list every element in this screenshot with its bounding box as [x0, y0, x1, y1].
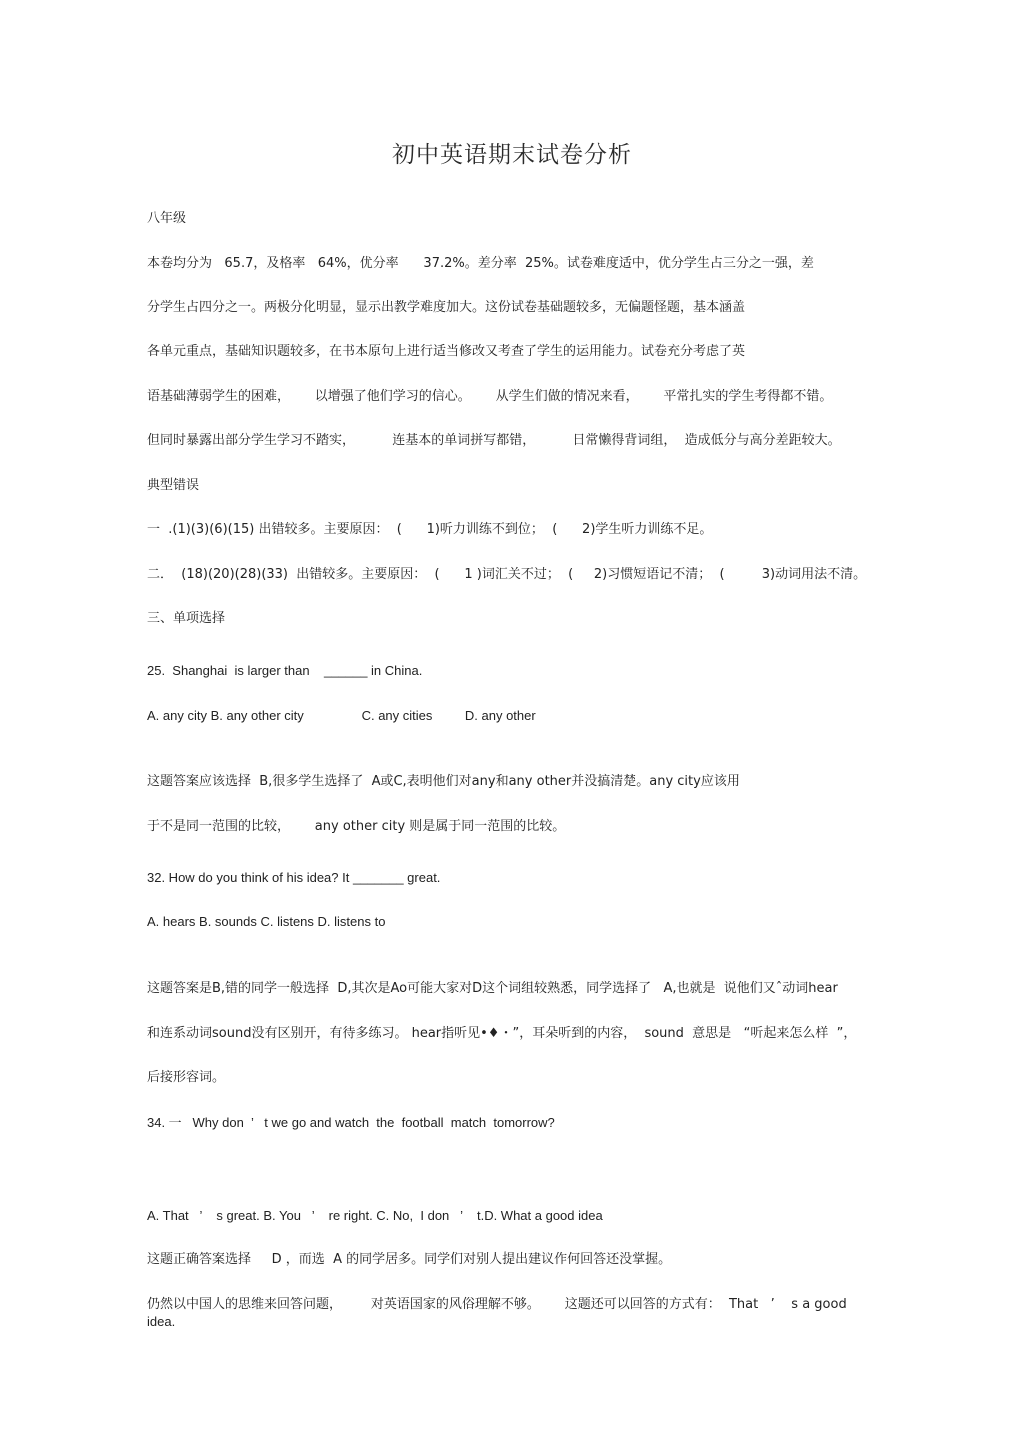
paragraph-line: 但同时暴露出部分学生学习不踏实， 连基本的单词拼写都错， 日常懒得背词组， 造成低分与高分差距较大。 [147, 433, 841, 448]
paragraph-line: 分学生占四分之一。两极分化明显，显示出教学难度加大。这份试卷基础题较多，无偏题怪题，基本涵盖 [147, 300, 746, 315]
error-item: 一 .(1)(3)(6)(15) 出错较多。主要原因： ( 1)听力训练不到位； ( 2)学生听力训练不足。 [147, 522, 713, 537]
analysis-line: 后接形容词。 [147, 1070, 226, 1085]
analysis-line: idea. [147, 1314, 176, 1329]
paragraph-line: 各单元重点，基础知识题较多，在书本原句上进行适当修改又考查了学生的运用能力。试卷充分考虑了英 [147, 344, 746, 359]
analysis-line: 这题答案是B,错的同学一般选择 D,其次是Ao可能大家对D这个词组较熟悉，同学选择了 A,也就是 说他们又ˆ动词hear [147, 981, 838, 996]
section-heading: 三、单项选择 [147, 611, 226, 626]
analysis-line: 这题正确答案选择 D ，而选 A 的同学居多。同学们对别人提出建议作何回答还没掌握。 [147, 1252, 672, 1267]
page-title: 初中英语期末试卷分析 [392, 142, 632, 168]
question-options: A. That ’ s great. B. You ’ re right. C. No, I don ’ t.D. What a good idea [147, 1208, 603, 1223]
section-heading: 典型错误 [147, 478, 200, 493]
question-text: 34. 一 Why don ’ t we go and watch the football match tomorrow? [147, 1115, 555, 1130]
question-options: A. hears B. sounds C. listens D. listens to [147, 914, 386, 929]
question-text: 25. Shanghai is larger than ______ in China. [147, 663, 423, 678]
paragraph-line: 语基础薄弱学生的困难， 以增强了他们学习的信心。 从学生们做的情况来看， 平常扎实的学生考得都不错。 [147, 389, 833, 404]
analysis-line: 于不是同一范围的比较， any other city 则是属于同一范围的比较。 [147, 819, 566, 834]
question-text: 32. How do you think of his idea? It _______ great. [147, 870, 441, 885]
question-options: A. any city B. any other city C. any cities D. any other [147, 708, 536, 723]
analysis-line: 这题答案应该选择 B,很多学生选择了 A或C,表明他们对any和any other并没搞清楚。any city应该用 [147, 774, 740, 789]
paragraph-line: 本卷均分为 65.7，及格率 64%，优分率 37.2%。差分率 25%。试卷难度适中，优分学生占三分之一强，差 [147, 256, 814, 271]
analysis-line: 仍然以中国人的思维来回答问题， 对英语国家的风俗理解不够。 这题还可以回答的方式有： That ’ s a good [147, 1297, 847, 1312]
grade-label: 八年级 [147, 211, 187, 226]
analysis-line: 和连系动词sound没有区别开，有待多练习。 hear指听见•♦・”，耳朵听到的内容， sound 意思是 “听起来怎么样 ”， [147, 1026, 857, 1041]
error-item: 二． (18)(20)(28)(33) 出错较多。主要原因： ( 1 )词汇关不过； ( 2)习惯短语记不清； ( 3)动词用法不清。 [147, 567, 867, 582]
